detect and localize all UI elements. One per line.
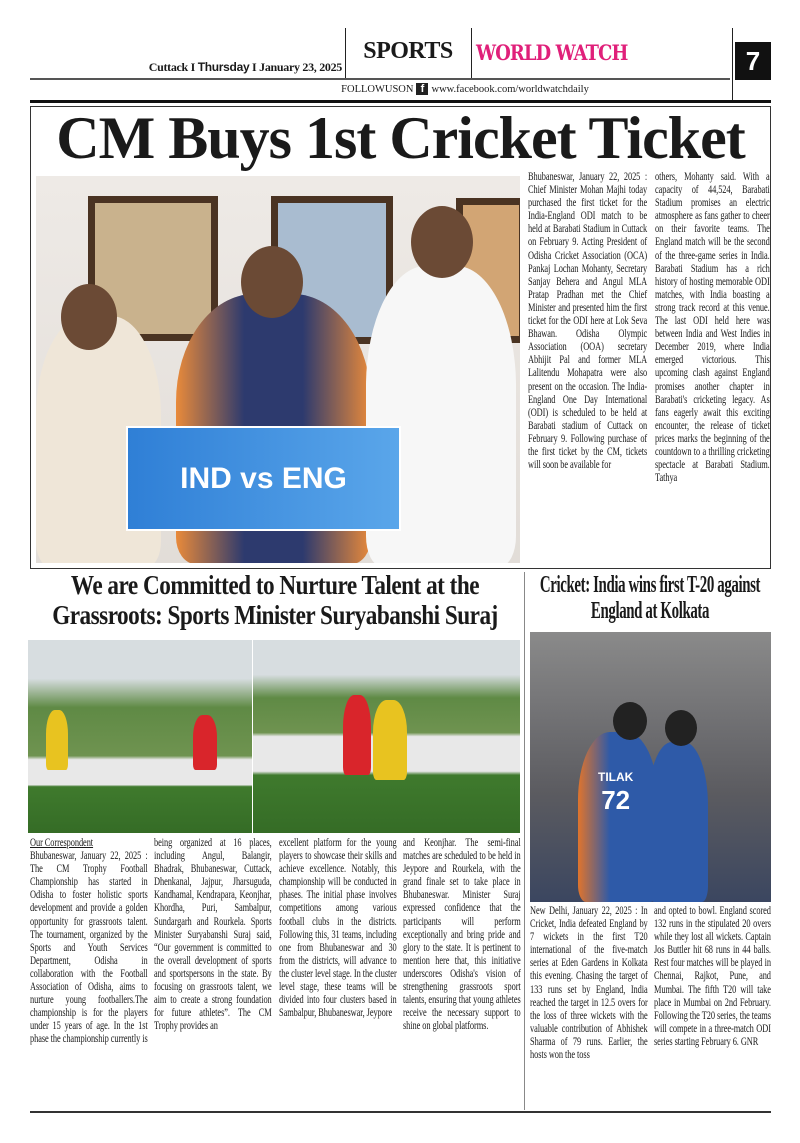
person-head [61, 284, 117, 350]
bottom-rule [30, 1111, 771, 1113]
person-head [411, 206, 473, 278]
cricket-column-1: New Delhi, January 22, 2025 : In Cricket, India defeated England by 7 wickets in the first T20 international of the five-match series at Eden Gardens in Kolkata this evening. Chasing the target of 133 runs set by England, India reached the target in 12.5 overs for the loss of three wickets with the valuable contribution of Abhishek Sharma of 79 runs. Earlier, the hosts won the toss [530, 905, 648, 1062]
byline: Our Correspondent [30, 837, 94, 849]
page-number: 7 [735, 42, 771, 80]
date: January 23, 2025 [259, 60, 342, 74]
football-headline: We are Committed to Nurture Talent at the Grassroots: Sports Minister Suryabanshi Suraj [52, 570, 498, 630]
day: Thursday [197, 60, 250, 74]
rule [30, 78, 730, 80]
lead-photo [36, 176, 520, 563]
batter [578, 732, 658, 902]
football-photo-2 [253, 640, 520, 833]
player [46, 710, 68, 770]
lead-headline: CM Buys 1st Cricket Ticket [56, 105, 745, 171]
batter [648, 742, 708, 902]
person-head [241, 246, 303, 318]
follow-label: FOLLOWUSON [341, 83, 414, 95]
jersey-name: TILAK [598, 770, 634, 784]
divider [732, 28, 733, 100]
facebook-link[interactable]: www.facebook.com/worldwatchdaily [431, 83, 589, 95]
match-ticket [126, 426, 401, 531]
football-column-4: and Keonjhar. The semi-final matches are scheduled to be held in Jeypore and Rourkela, with the grand finale set to take place in Bhubaneswar. Minister Suraj expressed confidence that the participants will perform exceptionally and bring pride and glory to the state. It is pertinent to mention here that, this initiative underscores Odisha's vision of strengthening grassroots sport talents, ensuring that young athletes receive the necessary support to shine on global platforms. [403, 837, 521, 1033]
football-column-3: excellent platform for the young players to showcase their skills and achieve excellence. Notably, this championship will be conducted in phases. The initial phase involves competitions among various football clubs in the districts. Following this, 31 teams, including one from Bhubaneswar and 30 from the districts, will advance to the cluster level stage. In the cluster level stage, these teams will be divided into four clusters based in Sambalpur, Bhubaneswar, Jeypore [279, 837, 397, 1020]
dateline: Cuttack I Thursday I January 23, 2025 [148, 60, 342, 74]
helmet [613, 702, 647, 740]
column-divider [524, 572, 525, 1110]
football-photo-1 [28, 640, 252, 833]
jersey-number: 72 [601, 785, 631, 815]
football-column-1 [30, 837, 148, 1047]
world-watch-logo: WORLD WATCH [476, 40, 628, 65]
helmet [665, 710, 697, 746]
city: Cuttack [148, 60, 188, 74]
ticket-text: IND vs ENG [180, 461, 347, 495]
player [343, 695, 371, 775]
divider [471, 28, 472, 80]
jersey [598, 767, 633, 813]
section-title: SPORTS [363, 38, 453, 64]
lead-column-2: others, Mohanty said. With a capacity of 44,524, Barabati Stadium promises an electric atmosphere as fans gather to cheer on their favorite teams. The England match will be the second of the three-game series in India. Barabati Stadium has a rich history of hosting memorable ODI matches, with India boasting a strong track record at this venue. The last ODI held here was between India and West Indies in December 2019, where India emerged victorious. This upcoming clash against England promises another chapter in Barabati's cricketing legacy. As fans eagerly await this exciting encounter, the release of ticket prices marks the beginning of the countdown to a thrilling cricketing spectacle at Barabati Stadium. Tathya [655, 171, 770, 485]
lead-column-1: Bhubaneswar, January 22, 2025 : Chief Minister Mohan Majhi today purchased the first ticket for the India-England ODI match to be held at Barabati Stadium in Cuttack on February 9. Acting President of Odisha Cricket Association (OCA) Pankaj Lochan Mohanty, Secretary Sanjay Behera and Angul MLA Pratap Pradhan met the Chief Minister and presented him the first ticket for the ODI here at Lok Seva Bhawan. Odisha Olympic Association (OOA) secretary Abhijit Pal and former MLA Lalitendu Mohapatra were also present on the occasion. The India-England One Day International (ODI) is scheduled to be held at Barabati stadium of Cuttack on February 9. Following purchase of the first ticket by the CM, tickets will soon be available for [528, 171, 648, 472]
football-column-2: being organized at 16 places, including Angul, Balangir, Bhadrak, Bhubaneswar, Cuttack, Dhenkanal, Jajpur, Jharsuguda, Kandhamal, Kendrapara, Keonjhar, Khordha, Puri, Sambalpur, Sundargarh and Rourkela. Sports Minister Suryabanshi Suraj said, “Our government is committed to the overall development of sports and sportspersons in the state. By focusing on grassroots talent, we aim to create a strong foundation for future athletes”. The CM Trophy provides an [154, 837, 272, 1033]
divider [345, 28, 346, 80]
cricket-headline: Cricket: India wins first T-20 against England at Kolkata [539, 572, 761, 624]
player [193, 715, 217, 770]
cricket-photo [530, 632, 771, 902]
follow-us [200, 83, 730, 95]
cricket-column-2: and opted to bowl. England scored 132 runs in the stipulated 20 overs while they lost all wickets. Captain Jos Buttler hit 68 runs in 44 balls. Rest four matches will be played in Chennai, Rajkot, Pune, and Mumbai. The fifth T20 will take place in Mumbai on 2nd February. Following the T20 series, the teams will compete in a three-match ODI series starting February 6. GNR [654, 905, 771, 1048]
player [373, 700, 407, 780]
rule [30, 100, 771, 103]
facebook-icon: f [416, 83, 428, 95]
football-column-1-text: Bhubaneswar, January 22, 2025 : The CM Trophy Football Championship has started in Odisha to foster holistic sports development and provide a golden opportunity for grassroots talent. The tournament, organized by the Sports and Youth Services Department, Odisha in collaboration with the Football Association of Odisha, aims to nurture young footballers.The championship is for the players under 15 years of age. In the 1st phase the championship currently is [30, 850, 148, 1046]
